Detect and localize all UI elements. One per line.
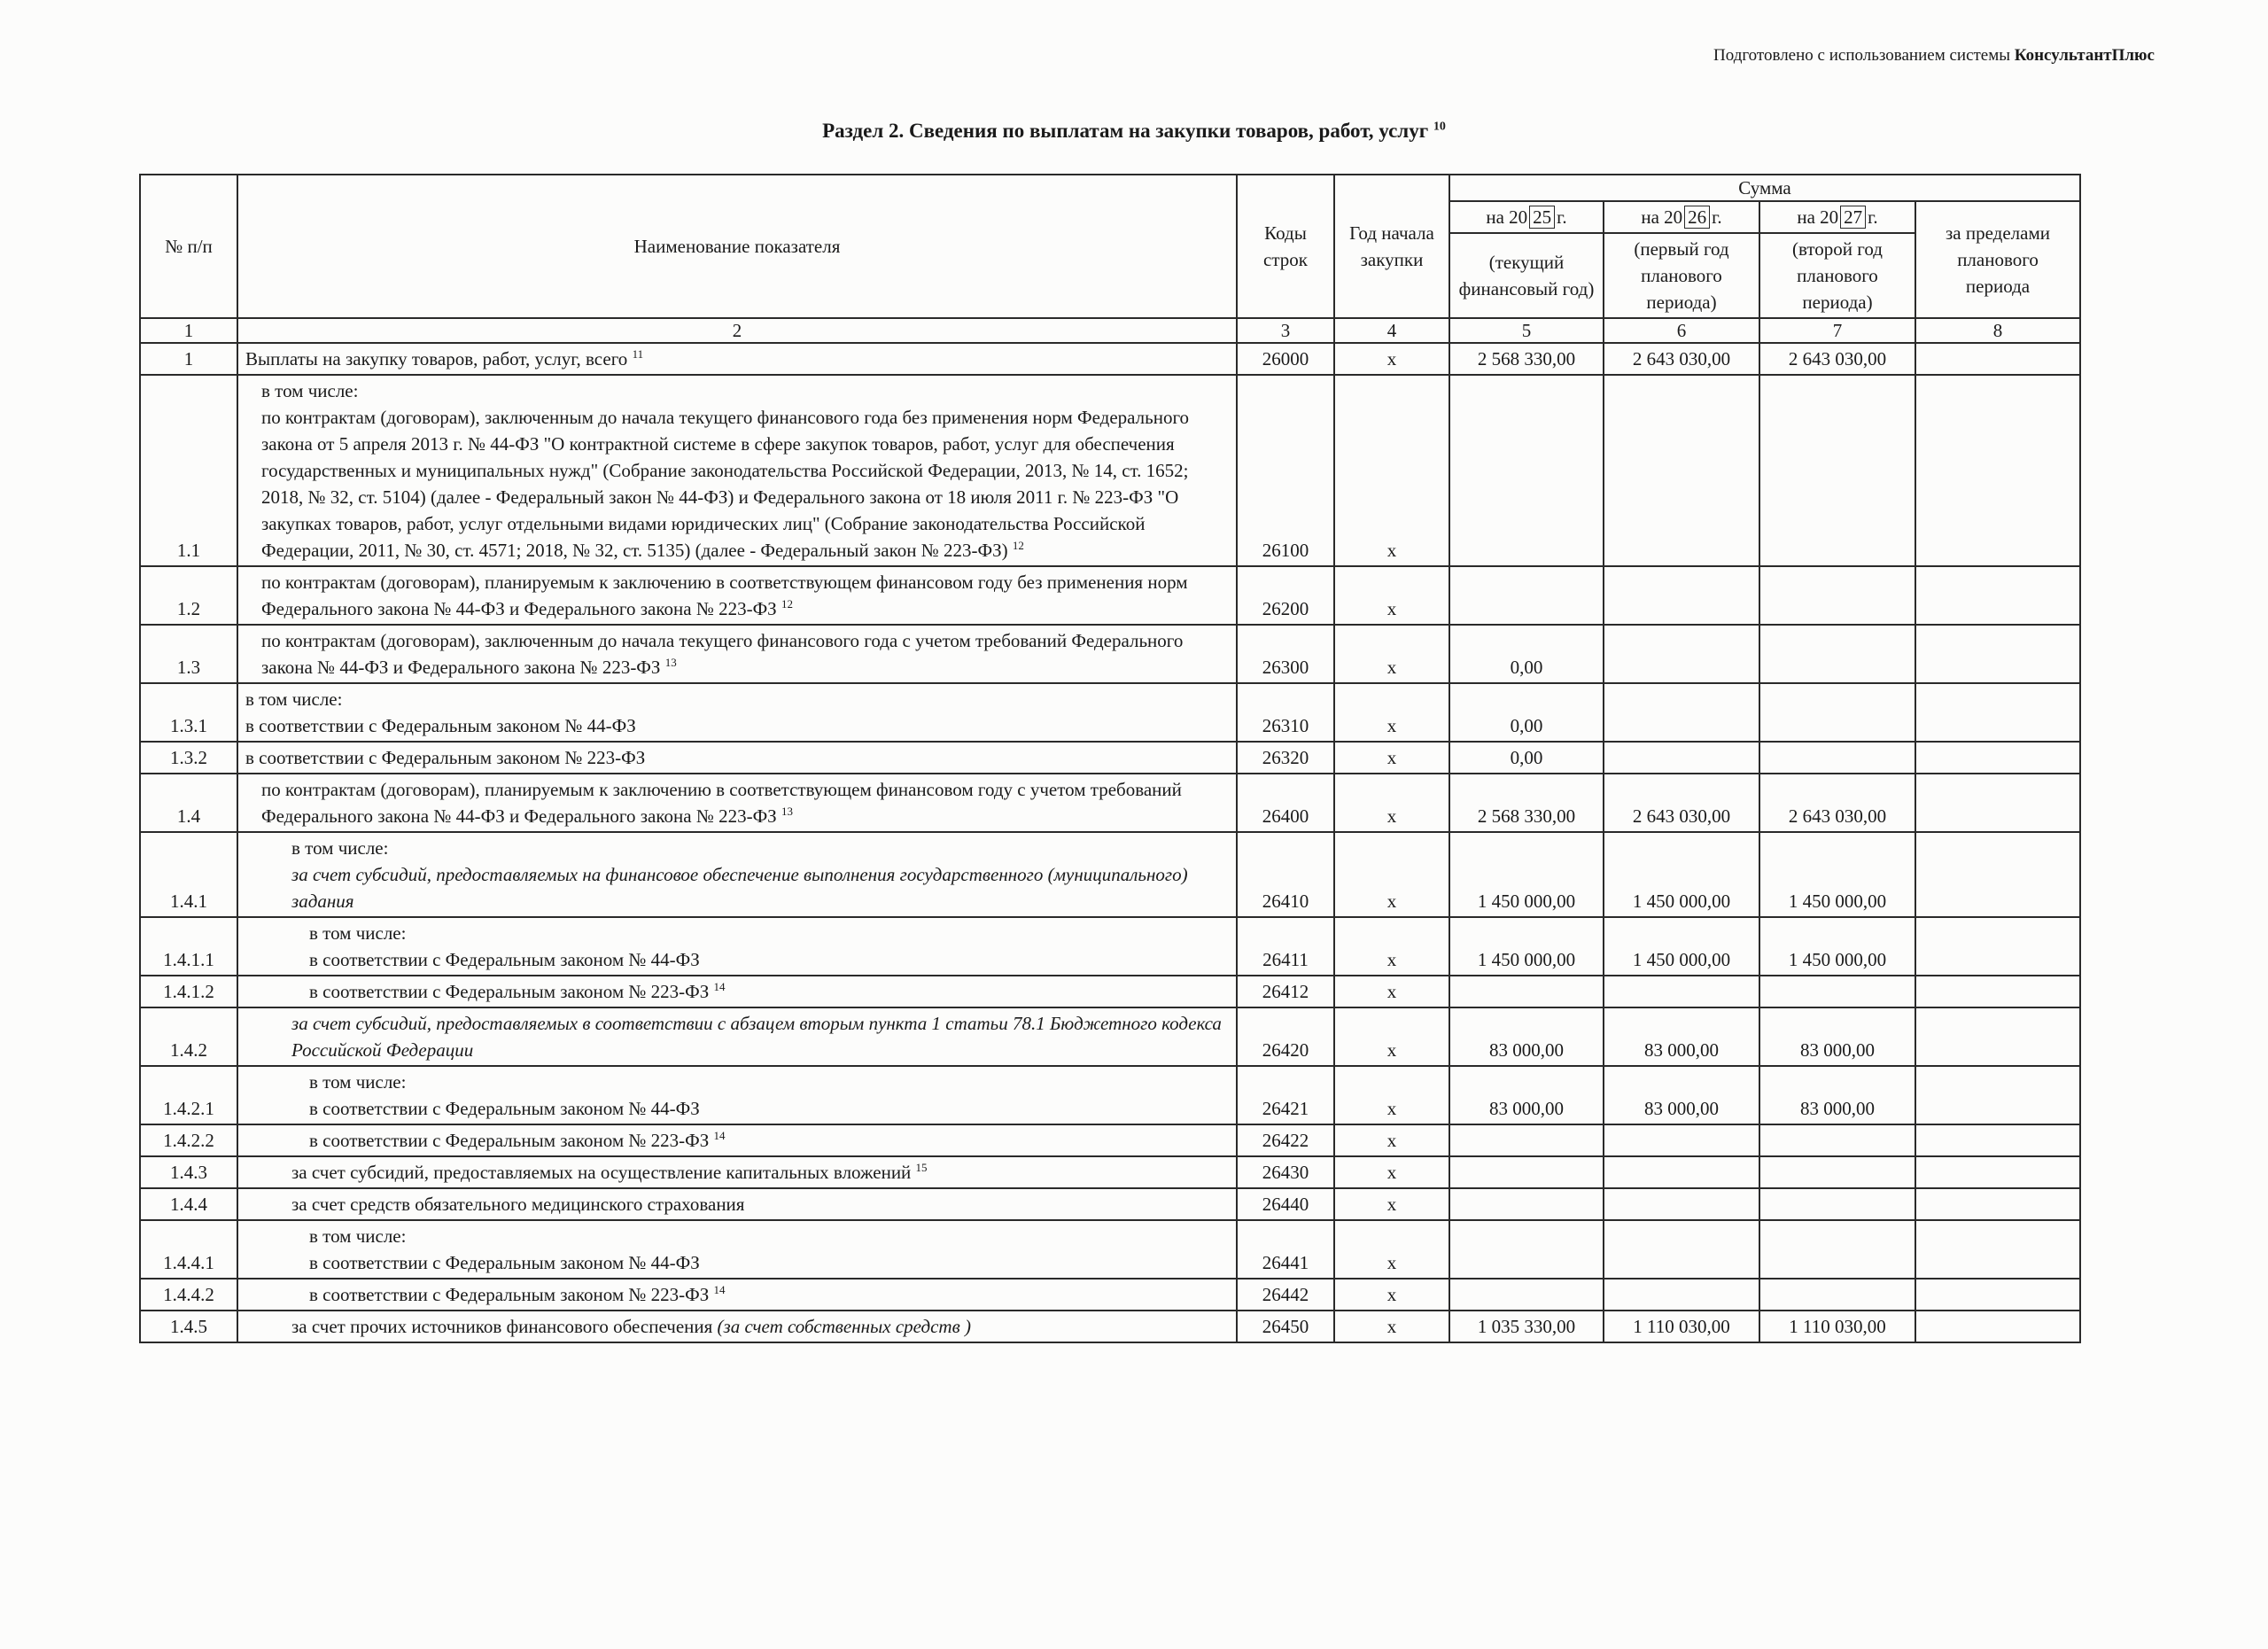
row-year-start: х: [1334, 1007, 1449, 1066]
row-value-beyond-plan: [1915, 683, 2080, 742]
indicator-text: в соответствии с Федеральным законом № 44-ФЗ: [309, 1252, 700, 1273]
row-value-beyond-plan: [1915, 566, 2080, 625]
row-number: 1.3.1: [140, 683, 237, 742]
row-number: 1: [140, 343, 237, 375]
row-value-beyond-plan: [1915, 343, 2080, 375]
row-value-beyond-plan: [1915, 1007, 2080, 1066]
table-row: [140, 1311, 2080, 1342]
row-value-beyond-plan: [1915, 976, 2080, 1007]
row-value-plan-year-2: [1759, 1188, 1915, 1220]
row-value-beyond-plan: [1915, 1220, 2080, 1279]
indicator-text: за счет субсидий, предоставляемых на осуществление капитальных вложений: [291, 1162, 912, 1183]
row-number: 1.4.1: [140, 832, 237, 917]
row-value-current-year: [1449, 1156, 1604, 1188]
row-code: 26411: [1237, 917, 1334, 976]
row-indicator-name: [237, 683, 1237, 742]
table-row: [140, 742, 2080, 774]
row-number: 1.4: [140, 774, 237, 832]
row-year-start: х: [1334, 774, 1449, 832]
row-code: 26440: [1237, 1188, 1334, 1220]
col6-prefix: на 20: [1641, 206, 1683, 228]
row-code: 26412: [1237, 976, 1334, 1007]
indicator-text: в соответствии с Федеральным законом № 223-ФЗ: [309, 1130, 710, 1151]
row-value-current-year: [1449, 1188, 1604, 1220]
row-number: 1.2: [140, 566, 237, 625]
row-value-plan-year-2: [1759, 566, 1915, 625]
row-value-plan-year-1: [1604, 1156, 1759, 1188]
row-value-plan-year-2: 1 450 000,00: [1759, 832, 1915, 917]
row-code: 26300: [1237, 625, 1334, 683]
table-row: [140, 976, 2080, 1007]
row-indicator-name: [237, 1124, 1237, 1156]
row-number: 1.4.2: [140, 1007, 237, 1066]
including-label: в том числе:: [261, 380, 359, 401]
row-year-start: х: [1334, 1311, 1449, 1342]
row-code: 26421: [1237, 1066, 1334, 1124]
row-value-plan-year-2: [1759, 742, 1915, 774]
row-value-beyond-plan: [1915, 1156, 2080, 1188]
row-year-start: х: [1334, 1124, 1449, 1156]
header-codes: Коды строк: [1237, 175, 1334, 318]
row-value-plan-year-1: [1604, 976, 1759, 1007]
row-code: 26442: [1237, 1279, 1334, 1311]
row-value-plan-year-1: 2 643 030,00: [1604, 343, 1759, 375]
footnote-marker: 14: [713, 1129, 726, 1142]
row-value-plan-year-1: 1 450 000,00: [1604, 917, 1759, 976]
row-indicator-name: [237, 1066, 1237, 1124]
row-code: 26420: [1237, 1007, 1334, 1066]
row-value-plan-year-2: 2 643 030,00: [1759, 343, 1915, 375]
row-number: 1.4.4.2: [140, 1279, 237, 1311]
row-indicator-name: [237, 566, 1237, 625]
prepared-brand: КонсультантПлюс: [2014, 46, 2155, 65]
row-value-current-year: [1449, 1124, 1604, 1156]
row-value-current-year: 2 568 330,00: [1449, 343, 1604, 375]
row-value-beyond-plan: [1915, 1124, 2080, 1156]
table-row: [140, 1279, 2080, 1311]
row-value-plan-year-2: [1759, 375, 1915, 566]
row-code: 26410: [1237, 832, 1334, 917]
row-code: 26100: [1237, 375, 1334, 566]
row-year-start: х: [1334, 1066, 1449, 1124]
row-value-current-year: [1449, 566, 1604, 625]
row-code: 26310: [1237, 683, 1334, 742]
footnote-marker: 14: [713, 980, 726, 993]
row-indicator-name: [237, 1311, 1237, 1342]
col5-suffix: г.: [1557, 206, 1567, 228]
row-value-plan-year-1: 83 000,00: [1604, 1007, 1759, 1066]
header-name: Наименование показателя: [237, 175, 1237, 318]
row-number: 1.1: [140, 375, 237, 566]
row-code: 26200: [1237, 566, 1334, 625]
column-number: 3: [1237, 318, 1334, 343]
indicator-text: в соответствии с Федеральным законом № 44-ФЗ: [245, 715, 636, 736]
row-value-plan-year-2: [1759, 1220, 1915, 1279]
table-row: [140, 917, 2080, 976]
row-value-plan-year-2: 83 000,00: [1759, 1066, 1915, 1124]
indicator-text: в соответствии с Федеральным законом № 44-ФЗ: [309, 949, 700, 970]
row-indicator-name: [237, 1279, 1237, 1311]
including-label: в том числе:: [309, 922, 407, 944]
section-title-text: Раздел 2. Сведения по выплатам на закупки товаров, работ, услуг: [822, 120, 1429, 142]
column-number: 4: [1334, 318, 1449, 343]
row-number: 1.4.3: [140, 1156, 237, 1188]
row-value-plan-year-2: 2 643 030,00: [1759, 774, 1915, 832]
row-value-current-year: [1449, 1279, 1604, 1311]
row-value-plan-year-1: [1604, 742, 1759, 774]
row-code: 26422: [1237, 1124, 1334, 1156]
indicator-text: Выплаты на закупку товаров, работ, услуг, всего: [245, 348, 628, 369]
row-code: 26430: [1237, 1156, 1334, 1188]
indicator-text: в соответствии с Федеральным законом № 223-ФЗ: [309, 1284, 710, 1305]
row-value-current-year: 0,00: [1449, 683, 1604, 742]
row-value-plan-year-2: [1759, 1124, 1915, 1156]
row-code: 26450: [1237, 1311, 1334, 1342]
row-year-start: х: [1334, 832, 1449, 917]
row-year-start: х: [1334, 976, 1449, 1007]
row-value-plan-year-1: [1604, 1279, 1759, 1311]
col7-prefix: на 20: [1797, 206, 1839, 228]
row-value-plan-year-1: [1604, 566, 1759, 625]
indicator-text: в соответствии с Федеральным законом № 223-ФЗ: [309, 981, 710, 1002]
row-number: 1.3: [140, 625, 237, 683]
table-row: [140, 625, 2080, 683]
row-year-start: х: [1334, 917, 1449, 976]
row-value-plan-year-1: 1 110 030,00: [1604, 1311, 1759, 1342]
row-value-plan-year-1: 2 643 030,00: [1604, 774, 1759, 832]
row-value-beyond-plan: [1915, 625, 2080, 683]
indicator-text: по контрактам (договорам), заключенным до начала текущего финансового года с учетом требований Федерального закона № 44-ФЗ и Федерального закона № 223-ФЗ: [261, 630, 1184, 678]
row-value-current-year: [1449, 1220, 1604, 1279]
row-code: 26320: [1237, 742, 1334, 774]
column-number: 2: [237, 318, 1237, 343]
row-indicator-name: [237, 1188, 1237, 1220]
footnote-marker: 15: [915, 1161, 928, 1174]
table-row: [140, 1066, 2080, 1124]
row-year-start: х: [1334, 375, 1449, 566]
header-col6-desc: (первый год планового периода): [1604, 233, 1759, 318]
row-value-beyond-plan: [1915, 774, 2080, 832]
column-numbers-row: [140, 318, 2080, 343]
including-label: в том числе:: [291, 837, 389, 859]
row-value-plan-year-1: [1604, 1220, 1759, 1279]
header-year-start: Год начала закупки: [1334, 175, 1449, 318]
indicator-text: по контрактам (договорам), планируемым к заключению в соответствующем финансовом году с учетом требований Федерального закона № 44-ФЗ и Федерального закона № 223-ФЗ: [261, 779, 1182, 827]
table-row: [140, 683, 2080, 742]
column-number: 8: [1915, 318, 2080, 343]
table-row: [140, 1124, 2080, 1156]
header-col6-year: [1604, 201, 1759, 233]
footnote-marker: 13: [781, 805, 793, 818]
row-year-start: х: [1334, 1220, 1449, 1279]
row-indicator-name: [237, 774, 1237, 832]
prepared-with-note: [1713, 46, 2155, 66]
indicator-text: в соответствии с Федеральным законом № 44-ФЗ: [309, 1098, 700, 1119]
including-label: в том числе:: [309, 1225, 407, 1247]
column-number: 5: [1449, 318, 1604, 343]
row-value-plan-year-2: 83 000,00: [1759, 1007, 1915, 1066]
header-col8: за пределами планового периода: [1915, 201, 2080, 318]
row-code: 26000: [1237, 343, 1334, 375]
indicator-text: за счет прочих источников финансового обеспечения: [291, 1316, 713, 1337]
row-value-plan-year-2: [1759, 1279, 1915, 1311]
row-value-current-year: 1 035 330,00: [1449, 1311, 1604, 1342]
row-value-beyond-plan: [1915, 1066, 2080, 1124]
row-number: 1.4.4: [140, 1188, 237, 1220]
row-year-start: х: [1334, 566, 1449, 625]
row-year-start: х: [1334, 343, 1449, 375]
row-code: 26400: [1237, 774, 1334, 832]
row-value-plan-year-1: [1604, 1188, 1759, 1220]
table-row: [140, 1188, 2080, 1220]
row-value-current-year: 1 450 000,00: [1449, 917, 1604, 976]
table-row: [140, 1156, 2080, 1188]
table-row: [140, 774, 2080, 832]
row-value-current-year: 2 568 330,00: [1449, 774, 1604, 832]
row-indicator-name: [237, 917, 1237, 976]
footnote-marker: 12: [1012, 539, 1024, 552]
row-indicator-name: [237, 1007, 1237, 1066]
table-row: [140, 832, 2080, 917]
row-value-plan-year-1: [1604, 1124, 1759, 1156]
including-label: в том числе:: [309, 1071, 407, 1093]
indicator-text: за счет средств обязательного медицинского страхования: [291, 1194, 745, 1215]
footnote-marker: 11: [632, 347, 644, 361]
table-row: [140, 375, 2080, 566]
header-col7-year: [1759, 201, 1915, 233]
row-year-start: х: [1334, 1188, 1449, 1220]
row-year-start: х: [1334, 1156, 1449, 1188]
row-number: 1.4.2.2: [140, 1124, 237, 1156]
footnote-marker: 12: [781, 597, 793, 611]
row-value-current-year: 83 000,00: [1449, 1066, 1604, 1124]
col5-year: 25: [1529, 206, 1555, 229]
row-year-start: х: [1334, 742, 1449, 774]
indicator-text: в соответствии с Федеральным законом № 223-ФЗ: [245, 747, 646, 768]
payments-table: [139, 174, 2081, 1343]
row-value-current-year: 0,00: [1449, 742, 1604, 774]
indicator-text: за счет субсидий, предоставляемых в соответствии с абзацем вторым пункта 1 статьи 78.1 Бюджетного кодекса Российской Федерации: [291, 1013, 1222, 1061]
row-value-current-year: [1449, 976, 1604, 1007]
row-value-plan-year-2: [1759, 1156, 1915, 1188]
row-indicator-name: [237, 1156, 1237, 1188]
row-value-beyond-plan: [1915, 1279, 2080, 1311]
row-value-plan-year-2: [1759, 625, 1915, 683]
footnote-marker: 14: [713, 1283, 726, 1296]
row-value-plan-year-2: 1 450 000,00: [1759, 917, 1915, 976]
row-value-plan-year-1: [1604, 375, 1759, 566]
row-number: 1.4.5: [140, 1311, 237, 1342]
row-indicator-name: [237, 625, 1237, 683]
row-value-plan-year-1: 1 450 000,00: [1604, 832, 1759, 917]
row-year-start: х: [1334, 625, 1449, 683]
row-indicator-name: [237, 375, 1237, 566]
row-value-plan-year-2: [1759, 683, 1915, 742]
table-row: [140, 1220, 2080, 1279]
header-col7-desc: (второй год планового периода): [1759, 233, 1915, 318]
prepared-prefix: Подготовлено с использованием системы: [1713, 46, 2015, 65]
row-indicator-name: [237, 832, 1237, 917]
indicator-text: за счет субсидий, предоставляемых на финансовое обеспечение выполнения государственного (муниципального) задания: [291, 864, 1188, 912]
header-num: № п/п: [140, 175, 237, 318]
col6-year: 26: [1684, 206, 1710, 229]
column-number: 7: [1759, 318, 1915, 343]
row-code: 26441: [1237, 1220, 1334, 1279]
table-row: [140, 343, 2080, 375]
table-body: [140, 343, 2080, 1342]
header-col5-year: [1449, 201, 1604, 233]
row-indicator-name: [237, 1220, 1237, 1279]
col6-suffix: г.: [1712, 206, 1722, 228]
row-value-beyond-plan: [1915, 375, 2080, 566]
row-indicator-name: [237, 976, 1237, 1007]
row-number: 1.3.2: [140, 742, 237, 774]
table-row: [140, 1007, 2080, 1066]
table-row: [140, 566, 2080, 625]
column-number: 1: [140, 318, 237, 343]
row-value-current-year: 1 450 000,00: [1449, 832, 1604, 917]
row-year-start: х: [1334, 683, 1449, 742]
row-number: 1.4.2.1: [140, 1066, 237, 1124]
indicator-extra-text: (за счет собственных средств ): [717, 1316, 971, 1337]
row-value-beyond-plan: [1915, 832, 2080, 917]
header-sum: Сумма: [1449, 175, 2080, 201]
row-number: 1.4.1.1: [140, 917, 237, 976]
col5-prefix: на 20: [1486, 206, 1528, 228]
row-value-plan-year-1: [1604, 625, 1759, 683]
section-title: [0, 120, 2268, 143]
row-value-plan-year-1: [1604, 683, 1759, 742]
column-number: 6: [1604, 318, 1759, 343]
row-value-plan-year-1: 83 000,00: [1604, 1066, 1759, 1124]
indicator-text: по контрактам (договорам), планируемым к заключению в соответствующем финансовом году без применения норм Федерального закона № 44-ФЗ и Федерального закона № 223-ФЗ: [261, 572, 1188, 619]
col7-suffix: г.: [1868, 206, 1878, 228]
footnote-marker: 13: [664, 656, 677, 669]
row-value-current-year: [1449, 375, 1604, 566]
row-value-current-year: 83 000,00: [1449, 1007, 1604, 1066]
indicator-text: по контрактам (договорам), заключенным до начала текущего финансового года без применения норм Федерального закона от 5 апреля 2013 г. № 44-ФЗ "О контрактной системе в сфере закупок товаров, работ, услуг для обеспечения государственных и муниципальных нужд" (Собрание законодательства Российской Федерации, 2013, № 14, ст. 1652; 2018, № 32, ст. 5104) (далее - Федеральный закон № 44-ФЗ) и Федерального закона от 18 июля 2011 г. № 223-ФЗ "О закупках товаров, работ, услуг отдельными видами юридических лиц" (Собрание законодательства Российской Федерации, 2011, № 30, ст. 4571; 2018, № 32, ст. 5135) (далее - Федеральный закон № 223-ФЗ): [261, 407, 1190, 561]
row-value-current-year: 0,00: [1449, 625, 1604, 683]
row-value-beyond-plan: [1915, 742, 2080, 774]
row-value-beyond-plan: [1915, 1311, 2080, 1342]
section-title-footnote: 10: [1433, 120, 1446, 134]
row-value-beyond-plan: [1915, 917, 2080, 976]
row-number: 1.4.1.2: [140, 976, 237, 1007]
row-year-start: х: [1334, 1279, 1449, 1311]
row-indicator-name: [237, 742, 1237, 774]
col7-year: 27: [1840, 206, 1866, 229]
row-value-plan-year-2: [1759, 976, 1915, 1007]
row-value-beyond-plan: [1915, 1188, 2080, 1220]
row-indicator-name: [237, 343, 1237, 375]
including-label: в том числе:: [245, 688, 343, 710]
row-number: 1.4.4.1: [140, 1220, 237, 1279]
header-col5-desc: (текущий финансовый год): [1449, 233, 1604, 318]
row-value-plan-year-2: 1 110 030,00: [1759, 1311, 1915, 1342]
